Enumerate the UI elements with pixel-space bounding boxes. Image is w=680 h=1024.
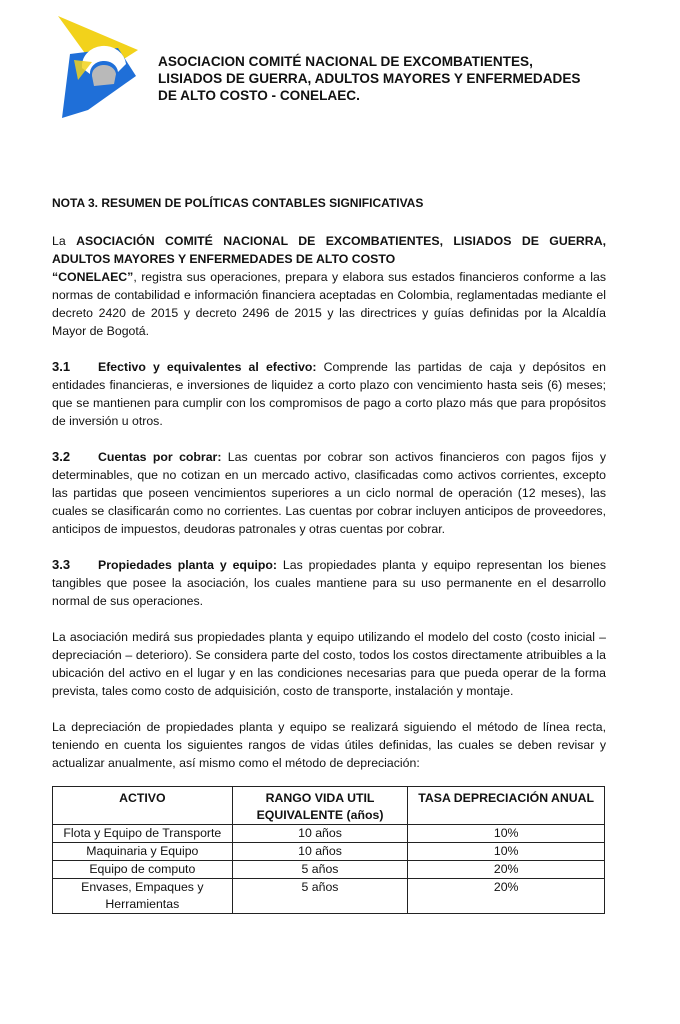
section-3-1 [52, 358, 606, 430]
cell-activo: Maquinaria y Equipo [53, 843, 233, 861]
section-title: Efectivo y equivalentes al efectivo: [98, 360, 317, 374]
section-text: Comprende las partidas de caja y depósitos en entidades financieras, e inversiones de liquidez a corto plazo con vencimiento hasta seis (6) meses; que se mantienen para cumplir con los compromisos de pago a corto plazo más que para propósitos de inversión u otros. [52, 360, 606, 428]
depreciation-paragraph: La depreciación de propiedades planta y equipo se realizará siguiendo el método de línea recta, teniendo en cuenta los siguientes rangos de vidas útiles definidas, las cuales se deben revisar y actualizar anualmente, así mismo como el método de depreciación: [52, 720, 606, 770]
conelaec-logo [48, 14, 144, 122]
note-title: NOTA 3. RESUMEN DE POLÍTICAS CONTABLES SIGNIFICATIVAS [52, 196, 424, 210]
cell-activo: Envases, Empaques y Herramientas [53, 879, 233, 914]
cell-activo: Flota y Equipo de Transporte [53, 825, 233, 843]
table-row [53, 879, 605, 914]
intro-prefix: La [52, 234, 77, 248]
cell-tasa: 10% [408, 825, 605, 843]
cell-activo: Equipo de computo [53, 861, 233, 879]
intro-body: , registra sus operaciones, prepara y elabora sus estados financieros conforme a las normas de contabilidad e información financiera aceptadas en Colombia, reglamentadas mediante el decreto 2420 de 2015 y decreto 2496 de 2015 y las directrices y guías definidas por la Alcaldía Mayor de Bogotá. [52, 270, 606, 338]
note-content [52, 194, 606, 914]
section-number: 3.2 [52, 449, 71, 464]
intro-paragraph [52, 232, 606, 340]
section-number: 3.3 [52, 557, 71, 572]
cell-tasa: 20% [408, 879, 605, 914]
table-row [53, 843, 605, 861]
cell-vida-util: 10 años [232, 825, 408, 843]
cell-vida-util: 5 años [232, 861, 408, 879]
depreciation-table [52, 786, 605, 914]
section-3-2 [52, 448, 606, 538]
cell-vida-util: 5 años [232, 879, 408, 914]
cost-model-paragraph: La asociación medirá sus propiedades planta y equipo utilizando el modelo del costo (costo inicial – depreciación – deterioro). Se considera parte del costo, todos los costos directamente atribuibles a la ubicación del activo en el lugar y en las condiciones necesarias para que pueda operar de la forma prevista, tales como costo de adquisición, costo de transporte, instalación y montaje. [52, 630, 606, 698]
table-row [53, 825, 605, 843]
title-line-3: DE ALTO COSTO - CONELAEC. [158, 88, 360, 103]
title-line-2: LISIADOS DE GUERRA, ADULTOS MAYORES Y ENFERMEDADES [158, 71, 581, 86]
header-tasa-depreciacion: TASA DEPRECIACIÓN ANUAL [408, 787, 605, 825]
cell-tasa: 20% [408, 861, 605, 879]
header-activo: ACTIVO [53, 787, 233, 825]
intro-acronym: “CONELAEC” [52, 270, 134, 284]
section-text: Las propiedades planta y equipo representan los bienes tangibles que posee la asociación, los cuales mantiene para su uso permanente en el desarrollo normal de sus operaciones. [52, 558, 606, 608]
section-title: Cuentas por cobrar: [98, 450, 222, 464]
organization-title [158, 53, 638, 104]
table-row [53, 861, 605, 879]
header-rango-vida-util: RANGO VIDA UTIL EQUIVALENTE (años) [232, 787, 408, 825]
section-text: Las cuentas por cobrar son activos financieros con pagos fijos y determinables, que no cotizan en un mercado activo, clasificadas como activos corrientes, excepto las partidas que poseen vencimientos superiores a un ciclo normal de operación (12 meses), las cuales se clasificarán como no corrientes. Las cuentas por cobrar incluyen anticipos de proveedores, anticipos de impuestos, deudoras patronales y otras cuentas por cobrar. [52, 450, 606, 536]
section-title: Propiedades planta y equipo: [98, 558, 277, 572]
title-line-1: ASOCIACION COMITÉ NACIONAL DE EXCOMBATIENTES, [158, 54, 533, 69]
cell-tasa: 10% [408, 843, 605, 861]
cell-vida-util: 10 años [232, 843, 408, 861]
section-3-3 [52, 556, 606, 610]
intro-organization-name: ASOCIACIÓN COMITÉ NACIONAL DE EXCOMBATIENTES, LISIADOS DE GUERRA, ADULTOS MAYORES Y ENFERMEDADES DE ALTO COSTO [52, 234, 606, 266]
section-number: 3.1 [52, 359, 71, 374]
table-header-row [53, 787, 605, 825]
